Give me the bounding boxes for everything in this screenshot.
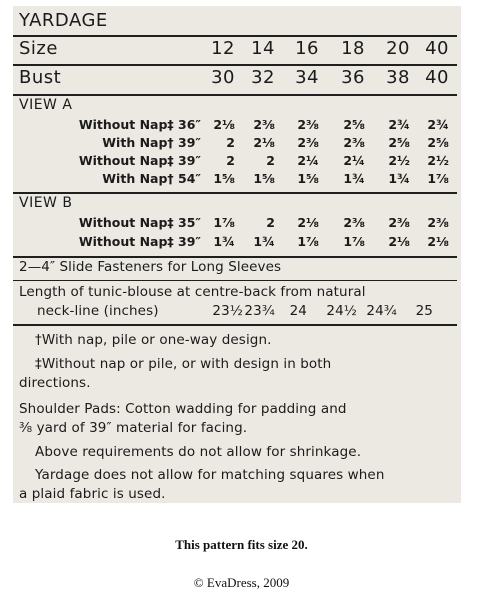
table-cell: 2½: [388, 153, 410, 168]
table-cell: 1¾: [213, 234, 235, 249]
table-cell: 2⅛: [297, 215, 319, 230]
length-value: 24: [289, 303, 307, 319]
row-label: With Nap† 54″: [102, 171, 201, 186]
length-value: 23½: [212, 303, 243, 319]
table-cell: 2¾: [388, 117, 410, 132]
bust-value: 32: [251, 67, 275, 88]
table-cell: 2⅝: [388, 135, 410, 150]
size-value: 14: [251, 38, 275, 59]
table-cell: 2: [226, 135, 235, 150]
table-cell: 2⅜: [427, 215, 449, 230]
row-label: Without Nap‡ 39″: [78, 234, 201, 249]
table-row: [13, 135, 461, 152]
copyright: © EvaDress, 2009: [193, 575, 290, 590]
table-cell: 1¾: [388, 171, 410, 186]
bust-label: Bust: [19, 67, 62, 88]
note-without-nap-cont: directions.: [19, 375, 91, 391]
table-cell: 1⅝: [297, 171, 319, 186]
table-cell: 2⅛: [427, 234, 449, 249]
table-cell: 2: [226, 153, 235, 168]
table-cell: 2⅛: [253, 135, 275, 150]
bust-value: 34: [295, 67, 319, 88]
table-cell: 1⅞: [297, 234, 319, 249]
row-label: Without Nap‡ 35″: [78, 215, 201, 230]
table-cell: 1⅞: [427, 171, 449, 186]
table-cell: 2⅜: [388, 215, 410, 230]
table-cell: 2⅜: [343, 135, 365, 150]
size-value: 18: [341, 38, 365, 59]
view-b-title: VIEW B: [19, 195, 73, 211]
yardage-chart: [13, 6, 461, 503]
length-label: neck-line (inches): [37, 303, 159, 319]
length-value: 24¾: [366, 303, 397, 319]
table-row: [13, 234, 461, 251]
bust-value: 40: [425, 67, 449, 88]
bust-value: 36: [341, 67, 365, 88]
table-cell: 2⅜: [343, 215, 365, 230]
divider: [13, 35, 457, 37]
length-row: [13, 303, 461, 322]
size-value: 40: [425, 38, 449, 59]
table-cell: 1⅝: [253, 171, 275, 186]
note-with-nap: †With nap, pile or one-way design.: [35, 332, 272, 348]
note-shoulder-pads-cont: ⅜ yard of 39″ material for facing.: [19, 420, 248, 436]
length-line: Length of tunic-blouse at centre-back from natural: [19, 284, 366, 300]
table-cell: 1¾: [253, 234, 275, 249]
size-value: 20: [386, 38, 410, 59]
table-cell: 1⅞: [343, 234, 365, 249]
size-value: 12: [211, 38, 235, 59]
row-label: Without Nap‡ 36″: [78, 117, 201, 132]
table-cell: 2: [266, 153, 275, 168]
note-shrinkage: Above requirements do not allow for shrinkage.: [35, 444, 362, 460]
table-cell: 2½: [427, 153, 449, 168]
table-cell: 2: [266, 215, 275, 230]
length-value: 23¾: [244, 303, 275, 319]
table-cell: 2⅛: [388, 234, 410, 249]
divider: [13, 280, 457, 281]
note-plaid: Yardage does not allow for matching squares when: [35, 467, 385, 483]
yardage-title: YARDAGE: [19, 10, 108, 31]
table-cell: 1⅞: [213, 215, 235, 230]
table-row: [13, 171, 461, 188]
size-row: [13, 38, 461, 62]
bust-value: 38: [386, 67, 410, 88]
table-cell: 2⅜: [253, 117, 275, 132]
divider: [13, 94, 457, 96]
table-cell: 2⅛: [213, 117, 235, 132]
row-label: With Nap† 39″: [102, 135, 201, 150]
row-label: Without Nap‡ 39″: [78, 153, 201, 168]
fasteners-text: 2—4″ Slide Fasteners for Long Sleeves: [19, 259, 282, 275]
divider: [13, 64, 457, 66]
table-cell: 2⅜: [297, 135, 319, 150]
divider: [13, 324, 457, 326]
table-row: [13, 153, 461, 170]
table-cell: 2¼: [343, 153, 365, 168]
table-cell: 2⅜: [297, 117, 319, 132]
table-cell: 2⅝: [343, 117, 365, 132]
table-row: [13, 215, 461, 232]
table-cell: 2⅝: [427, 135, 449, 150]
pattern-size-note: This pattern fits size 20.: [175, 537, 308, 552]
size-label: Size: [19, 38, 58, 59]
table-cell: 2¾: [427, 117, 449, 132]
view-a-title: VIEW A: [19, 97, 73, 113]
length-value: 25: [415, 303, 433, 319]
divider: [13, 256, 457, 258]
bust-row: [13, 67, 461, 91]
table-cell: 1⅝: [213, 171, 235, 186]
table-cell: 1¾: [343, 171, 365, 186]
divider: [13, 192, 457, 194]
table-cell: 2¼: [297, 153, 319, 168]
note-shoulder-pads: Shoulder Pads: Cotton wadding for padding and: [19, 401, 347, 417]
bust-value: 30: [211, 67, 235, 88]
length-value: 24½: [326, 303, 357, 319]
note-without-nap: ‡Without nap or pile, or with design in both: [35, 356, 332, 372]
note-plaid-cont: a plaid fabric is used.: [19, 486, 166, 502]
size-value: 16: [295, 38, 319, 59]
table-row: [13, 117, 461, 134]
